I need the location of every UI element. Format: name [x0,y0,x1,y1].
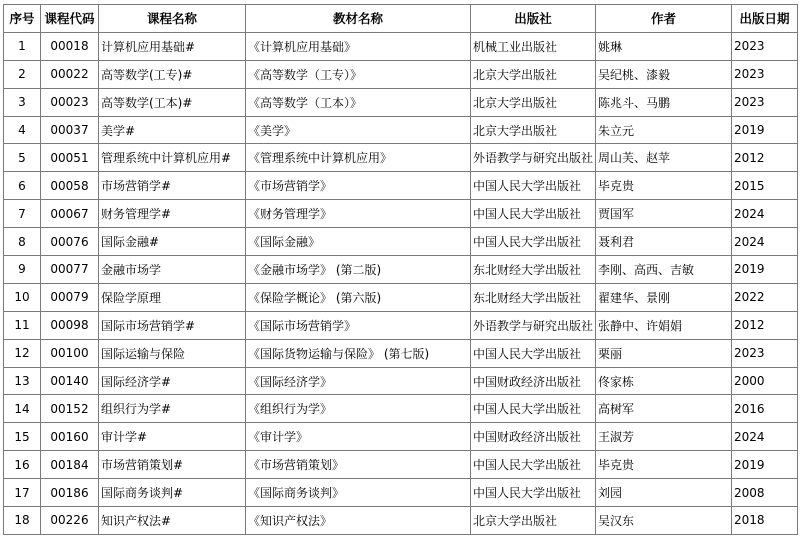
cell-publisher: 机械工业出版社 [471,32,596,60]
cell-course-name: 高等数学(工本)# [99,88,246,116]
cell-index: 11 [4,311,41,339]
cell-author: 翟建华、景刚 [596,283,732,311]
cell-course-code: 00076 [41,228,99,256]
table-row [4,479,798,507]
cell-textbook-name: 《国际金融》 [246,228,471,256]
cell-course-name: 市场营销学# [99,172,246,200]
cell-publish-date: 2012 [732,311,798,339]
cell-publish-date: 2023 [732,88,798,116]
header-publish-date: 出版日期 [732,5,798,33]
table-row [4,172,798,200]
table-body [4,32,798,534]
table-row [4,367,798,395]
table-row [4,144,798,172]
cell-publish-date: 2019 [732,116,798,144]
cell-author: 吴纪桃、漆毅 [596,60,732,88]
cell-course-code: 00160 [41,423,99,451]
cell-course-code: 00186 [41,479,99,507]
cell-publisher: 中国人民大学出版社 [471,451,596,479]
cell-course-name: 国际金融# [99,228,246,256]
table-row [4,116,798,144]
cell-index: 15 [4,423,41,451]
cell-course-name: 组织行为学# [99,395,246,423]
cell-index: 8 [4,228,41,256]
table-row [4,311,798,339]
cell-publish-date: 2019 [732,451,798,479]
table-row [4,256,798,284]
header-course-name: 课程名称 [99,5,246,33]
cell-publisher: 中国人民大学出版社 [471,228,596,256]
cell-course-code: 00226 [41,507,99,535]
cell-course-name: 知识产权法# [99,507,246,535]
cell-author: 聂利君 [596,228,732,256]
cell-index: 9 [4,256,41,284]
table-row [4,32,798,60]
cell-course-code: 00077 [41,256,99,284]
cell-course-code: 00037 [41,116,99,144]
cell-publish-date: 2024 [732,200,798,228]
cell-publish-date: 2023 [732,60,798,88]
table-row [4,88,798,116]
table-row [4,60,798,88]
cell-publisher: 中国人民大学出版社 [471,339,596,367]
cell-publisher: 东北财经大学出版社 [471,283,596,311]
cell-course-code: 00152 [41,395,99,423]
cell-textbook-name: 《市场营销策划》 [246,451,471,479]
cell-author: 毕克贵 [596,451,732,479]
cell-index: 4 [4,116,41,144]
cell-textbook-name: 《财务管理学》 [246,200,471,228]
cell-index: 3 [4,88,41,116]
cell-index: 10 [4,283,41,311]
cell-course-code: 00100 [41,339,99,367]
cell-course-name: 金融市场学 [99,256,246,284]
cell-author: 栗丽 [596,339,732,367]
cell-index: 13 [4,367,41,395]
cell-publisher: 中国人民大学出版社 [471,479,596,507]
cell-textbook-name: 《审计学》 [246,423,471,451]
cell-course-code: 00079 [41,283,99,311]
cell-textbook-name: 《国际货物运输与保险》 (第七版) [246,339,471,367]
cell-author: 朱立元 [596,116,732,144]
cell-course-name: 国际市场营销学# [99,311,246,339]
cell-course-name: 计算机应用基础# [99,32,246,60]
cell-publish-date: 2012 [732,144,798,172]
cell-course-name: 国际商务谈判# [99,479,246,507]
cell-textbook-name: 《计算机应用基础》 [246,32,471,60]
cell-author: 高树军 [596,395,732,423]
cell-course-name: 国际经济学# [99,367,246,395]
cell-course-name: 市场营销策划# [99,451,246,479]
cell-course-code: 00018 [41,32,99,60]
cell-author: 李刚、高西、吉敏 [596,256,732,284]
header-publisher: 出版社 [471,5,596,33]
cell-author: 佟家栋 [596,367,732,395]
cell-author: 姚琳 [596,32,732,60]
header-textbook-name: 教材名称 [246,5,471,33]
header-author: 作者 [596,5,732,33]
cell-textbook-name: 《市场营销学》 [246,172,471,200]
cell-textbook-name: 《知识产权法》 [246,507,471,535]
cell-course-code: 00058 [41,172,99,200]
table-row [4,507,798,535]
cell-publisher: 中国人民大学出版社 [471,395,596,423]
cell-publish-date: 2019 [732,256,798,284]
cell-publisher: 中国财政经济出版社 [471,367,596,395]
cell-author: 吴汉东 [596,507,732,535]
cell-publisher: 北京大学出版社 [471,88,596,116]
cell-publish-date: 2023 [732,32,798,60]
cell-author: 刘园 [596,479,732,507]
cell-index: 2 [4,60,41,88]
cell-course-name: 国际运输与保险 [99,339,246,367]
cell-textbook-name: 《国际经济学》 [246,367,471,395]
cell-textbook-name: 《美学》 [246,116,471,144]
cell-publisher: 中国人民大学出版社 [471,200,596,228]
textbook-table [3,4,798,535]
table-row [4,200,798,228]
cell-author: 王淑芳 [596,423,732,451]
cell-course-name: 美学# [99,116,246,144]
cell-index: 17 [4,479,41,507]
cell-index: 5 [4,144,41,172]
table-header [4,5,798,33]
cell-publish-date: 2008 [732,479,798,507]
table-row [4,283,798,311]
cell-course-name: 管理系统中计算机应用# [99,144,246,172]
table-row [4,339,798,367]
cell-textbook-name: 《金融市场学》 (第二版) [246,256,471,284]
cell-publish-date: 2016 [732,395,798,423]
cell-index: 1 [4,32,41,60]
cell-course-name: 财务管理学# [99,200,246,228]
table-row [4,395,798,423]
cell-index: 16 [4,451,41,479]
cell-course-name: 审计学# [99,423,246,451]
cell-publish-date: 2023 [732,339,798,367]
cell-publish-date: 2000 [732,367,798,395]
cell-textbook-name: 《高等数学（工本）》 [246,88,471,116]
cell-author: 贾国军 [596,200,732,228]
cell-course-code: 00022 [41,60,99,88]
header-index: 序号 [4,5,41,33]
cell-course-name: 保险学原理 [99,283,246,311]
cell-publish-date: 2024 [732,423,798,451]
cell-publisher: 东北财经大学出版社 [471,256,596,284]
cell-course-code: 00184 [41,451,99,479]
cell-index: 6 [4,172,41,200]
cell-publisher: 中国人民大学出版社 [471,172,596,200]
cell-course-code: 00023 [41,88,99,116]
cell-publish-date: 2018 [732,507,798,535]
cell-course-name: 高等数学(工专)# [99,60,246,88]
cell-publish-date: 2024 [732,228,798,256]
cell-textbook-name: 《保险学概论》 (第六版) [246,283,471,311]
table-row [4,451,798,479]
header-course-code: 课程代码 [41,5,99,33]
cell-textbook-name: 《组织行为学》 [246,395,471,423]
cell-publish-date: 2015 [732,172,798,200]
cell-author: 周山芙、赵苹 [596,144,732,172]
cell-publisher: 外语教学与研究出版社 [471,144,596,172]
cell-author: 陈兆斗、马鹏 [596,88,732,116]
cell-course-code: 00051 [41,144,99,172]
cell-publisher: 外语教学与研究出版社 [471,311,596,339]
cell-textbook-name: 《高等数学（工专）》 [246,60,471,88]
cell-textbook-name: 《管理系统中计算机应用》 [246,144,471,172]
cell-course-code: 00098 [41,311,99,339]
cell-author: 张静中、许娟娟 [596,311,732,339]
cell-index: 12 [4,339,41,367]
cell-index: 18 [4,507,41,535]
cell-index: 14 [4,395,41,423]
table-row [4,423,798,451]
cell-publisher: 北京大学出版社 [471,507,596,535]
cell-publisher: 中国财政经济出版社 [471,423,596,451]
cell-textbook-name: 《国际商务谈判》 [246,479,471,507]
cell-publisher: 北京大学出版社 [471,116,596,144]
cell-publisher: 北京大学出版社 [471,60,596,88]
header-row [4,5,798,33]
cell-course-code: 00067 [41,200,99,228]
cell-course-code: 00140 [41,367,99,395]
cell-index: 7 [4,200,41,228]
table-row [4,228,798,256]
cell-textbook-name: 《国际市场营销学》 [246,311,471,339]
cell-publish-date: 2022 [732,283,798,311]
cell-author: 毕克贵 [596,172,732,200]
